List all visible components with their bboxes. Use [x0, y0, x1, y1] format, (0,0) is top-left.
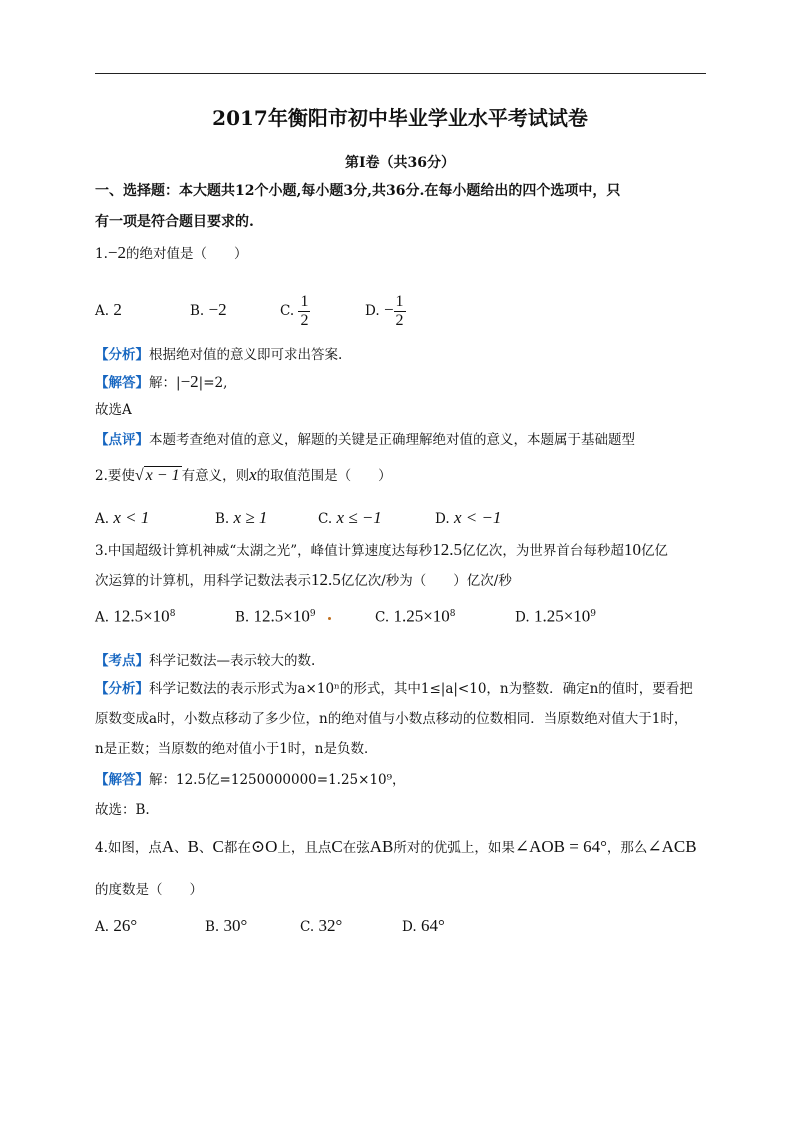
option-d	[365, 293, 406, 330]
text-span: x	[249, 465, 257, 484]
question-3-line1	[95, 540, 668, 561]
text-span: B.	[190, 303, 205, 319]
text-span: 有意义，则	[181, 468, 250, 484]
text-span: C.	[300, 919, 315, 935]
text-span: 科学记数法的表示形式为a×10ⁿ的形式，其中1≤|a|<10，n为整数．确定n的值时，要看把	[149, 681, 693, 697]
option-c	[375, 604, 515, 628]
text-span: 1.25×10	[533, 606, 591, 626]
stray-dot	[328, 617, 331, 620]
text-span: D.	[515, 609, 530, 626]
text-span: 30°	[223, 916, 248, 935]
option-d	[435, 508, 501, 529]
option-a	[95, 508, 215, 529]
text-span: 在弦	[342, 840, 370, 856]
text-span: 【解答】	[95, 772, 149, 788]
text-span: −2	[208, 300, 227, 319]
text-span: ∠AOB = 64°	[514, 837, 607, 856]
text-span: 4.如图，点	[95, 840, 162, 856]
text-span: B.	[205, 919, 220, 935]
question-4-line2: 的度数是（ ）	[95, 882, 203, 898]
option-a	[95, 916, 205, 937]
text-span: C	[331, 837, 343, 856]
option-b	[215, 508, 318, 529]
text-span: 1	[300, 293, 309, 310]
text-span: 所对的优弧上，如果	[393, 840, 515, 856]
text-span: 的取值范围是（ ）	[256, 468, 392, 484]
sqrt-expr: √ x − 1	[134, 467, 180, 484]
text-span: B.	[215, 511, 230, 527]
text-span: −	[383, 300, 394, 319]
text-span: |=2,	[198, 375, 228, 391]
question-text: 的绝对值是（ ）	[125, 246, 248, 262]
text-span: C.	[375, 609, 390, 626]
text-span: x − 1	[145, 467, 180, 484]
text-span: 亿亿次，为世界首台每秒超	[461, 543, 624, 559]
text-span: 、	[174, 840, 188, 856]
text-span: 上，且点	[277, 840, 332, 856]
text-span: A.	[95, 303, 110, 319]
header-rule	[95, 73, 706, 74]
text-span: 12.5×10	[113, 606, 170, 626]
text-span: 【解答】	[95, 375, 149, 391]
option-c	[318, 508, 435, 529]
question-3-line2	[95, 570, 512, 591]
question-3-options	[95, 604, 596, 628]
text-span: 次运算的计算机，用科学记数法表示	[95, 573, 311, 589]
text-span: 8	[169, 609, 176, 619]
text-span: 【考点】	[95, 653, 149, 669]
part1-instruction-line1: 一、选择题：本大题共12个小题,每小题3分,共36分.在每小题给出的四个选项中，只	[95, 183, 621, 199]
text-span: D.	[435, 511, 450, 527]
question-1-options	[95, 293, 406, 330]
text-span: 都在	[223, 840, 251, 856]
option-b	[235, 604, 375, 628]
question-4	[95, 837, 697, 858]
text-span: C	[212, 837, 224, 856]
text-span: 32°	[318, 916, 343, 935]
text-span: x ≥ 1	[233, 508, 268, 527]
text-span: 26°	[113, 916, 138, 935]
text-span: ，那么	[606, 840, 648, 856]
option-c	[280, 293, 365, 330]
text-span: 2.	[95, 468, 108, 484]
q1-comment	[95, 430, 635, 450]
part1-instruction-line2: 有一项是符合题目要求的.	[95, 214, 254, 230]
option-b	[205, 916, 300, 937]
text-span: 根据绝对值的意义即可求出答案.	[149, 347, 343, 363]
text-span: 12.5	[311, 570, 341, 589]
text-span: 1	[395, 293, 404, 310]
text-span: x < 1	[113, 508, 150, 527]
text-span: 9	[590, 609, 597, 619]
text-span: 解：|	[149, 375, 181, 391]
text-span: B.	[235, 609, 250, 626]
option-d	[515, 604, 596, 628]
q3-answer	[95, 770, 406, 790]
option-a	[95, 300, 190, 321]
text-span: A.	[95, 511, 110, 527]
text-span: −2	[180, 372, 199, 391]
math-expr: −2	[107, 243, 126, 262]
text-span: 2	[300, 312, 309, 329]
q1-answer	[95, 372, 227, 393]
text-span: 12.5×10	[253, 606, 310, 626]
text-span: 、	[199, 840, 213, 856]
text-span: C.	[280, 303, 295, 319]
text-span: ∠ACB	[647, 837, 697, 856]
exam-title: 2017年衡阳市初中毕业学业水平考试试卷	[212, 106, 588, 130]
text-span: ⊙O	[250, 837, 278, 856]
q3-analysis-2: 原数变成a时，小数点移动了多少位，n的绝对值与小数点移动的位数相同．当原数绝对值大于1时，	[95, 711, 688, 727]
text-span: 【点评】	[95, 432, 149, 448]
question-1	[95, 243, 247, 264]
text-span: 3.中国超级计算机神威“太湖之光”，峰值计算速度达每秒	[95, 543, 433, 559]
text-span: 1.25×10	[393, 606, 450, 626]
option-a	[95, 604, 235, 628]
text-span: A.	[95, 609, 110, 626]
text-span: 2	[395, 312, 404, 329]
text-span: 9	[309, 609, 316, 619]
text-span: C.	[318, 511, 333, 527]
section-title: 第Ⅰ卷（共36分）	[344, 155, 456, 171]
q3-analysis-1	[95, 679, 693, 699]
text-span: 本题考查绝对值的意义，解题的关键是正确理解绝对值的意义，本题属于基础题型	[149, 432, 635, 448]
text-span: D.	[365, 303, 380, 319]
text-span: A.	[95, 919, 110, 935]
option-b	[190, 300, 280, 321]
text-span: 10	[623, 540, 641, 559]
text-span: 要使	[107, 468, 135, 484]
text-span: D.	[402, 919, 417, 935]
question-number: 1.	[95, 246, 108, 262]
q1-choice: 故选A	[95, 402, 132, 418]
text-span: 亿亿	[640, 543, 668, 559]
text-span: 8	[449, 609, 456, 619]
question-2	[95, 465, 392, 486]
question-2-options	[95, 508, 501, 529]
q3-choice: 故选：B.	[95, 802, 150, 818]
q3-analysis-3: n是正数；当原数的绝对值小于1时，n是负数．	[95, 741, 378, 757]
text-span: x ≤ −1	[336, 508, 382, 527]
q1-analysis	[95, 345, 342, 365]
text-span: x < −1	[453, 508, 502, 527]
text-span: B	[187, 837, 200, 856]
text-span: 12.5	[432, 540, 462, 559]
text-span: 亿亿次/秒为（ ）亿次/秒	[340, 573, 512, 589]
option-c	[300, 916, 402, 937]
text-span: A	[161, 837, 175, 856]
question-4-options	[95, 916, 445, 937]
option-d	[402, 916, 445, 937]
text-span: 2	[113, 300, 122, 319]
text-span: 科学记数法—表示较大的数.	[149, 653, 316, 669]
text-span: 【分析】	[95, 681, 149, 697]
q3-kaodian	[95, 651, 315, 671]
text-span: AB	[369, 837, 394, 856]
text-span: 解：12.5亿=1250000000=1.25×10⁹，	[149, 772, 406, 788]
text-span: 【分析】	[95, 347, 149, 363]
text-span: 64°	[420, 916, 445, 935]
